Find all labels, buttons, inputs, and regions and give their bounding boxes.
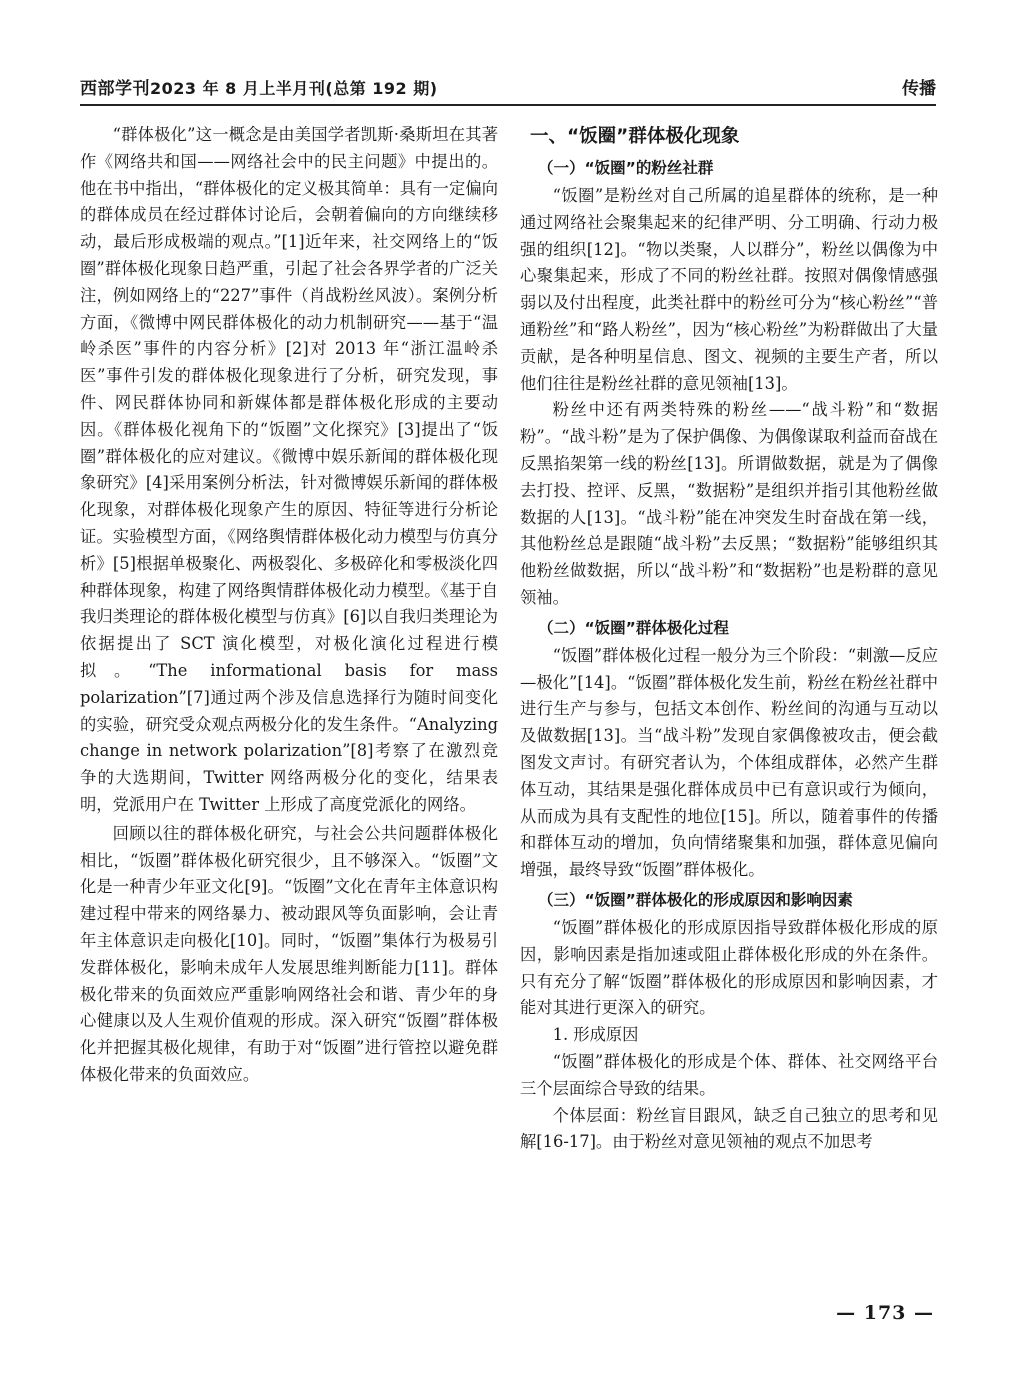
paragraph: 回顾以往的群体极化研究，与社会公共问题群体极化相比，“饭圈”群体极化研究很少，且不够深入。“饭圈”文化是一种青少年亚文化[9]。“饭圈”文化在青年主体意识构建过程中带来的网络暴力、被动跟风等负面影响，会让青年主体意识走向极化[10]。同时，“饭圈”集体行为极易引发群体极化，影响未成年人发展思维判断能力[11]。群体极化带来的负面效应严重影响网络社会和谐、青少年的身心健康以及人生观价值观的形成。深入研究“饭圈”群体极化并把握其极化规律，有助于对“饭圈”进行管控以避免群体极化带来的负面效应。 [80,823,498,1084]
paragraph: “群体极化”这一概念是由美国学者凯斯·桑斯坦在其著作《网络共和国——网络社会中的民主问题》中提出的。他在书中指出，“群体极化的定义极其简单：具有一定偏向的群体成员在经过群体讨论后，会朝着偏向的方向继续移动，最后形成极端的观点。”[1]近年来，社交网络上的“饭圈”群体极化现象日趋严重，引起了社会各界学者的广泛关注，例如网络上的“227”事件（肖战粉丝风波）。案例分析方面，《微博中网民群体极化的动力机制研究——基于“温岭杀医”事件的内容分析》[2]对 2013 年“浙江温岭杀医”事件引发的群体极化现象进行了分析，研究发现，事件、网民群体协同和新媒体都是群体极化形成的主要动因。《群体极化视角下的“饭圈”文化探究》[3]提出了“饭圈”群体极化的应对建议。《微博中娱乐新闻的群体极化现象研究》[4]采用案例分析法，针对微博娱乐新闻的群体极化现象，对群体极化现象产生的原因、特征等进行分析论证。实验模型方面，《网络舆情群体极化动力模型与仿真分析》[5]根据单极聚化、两极裂化、多极碎化和零极淡化四种群体现象，构建了网络舆情群体极化动力模型。《基于自我归类理论的群体极化模型与仿真》[6]以自我归类理论为依据提出了 SCT 演化模型，对极化演化过程进行模拟。“The informational basis for mass polarization”[7]通过两个涉及信息选择行为随时间变化的实验，研究受众观点两极分化的发生条件。“Analyzing change in network polarization”[8]考察了在激烈竞争的大选期间，Twitter 网络两极分化的变化，结果表明，党派用户在 Twitter 上形成了高度党派化的网络。 [80,125,498,814]
subsection-heading: （三）“饭圈”群体极化的形成原因和影响因素 [538,890,853,909]
journal-name: 西部学刊 [80,79,150,99]
journal-title [80,74,438,99]
subsection-heading: （一）“饭圈”的粉丝社群 [538,159,714,177]
section-name: 传播 [902,79,936,99]
left-column [80,122,498,1089]
right-column [520,122,938,1156]
page-number: — 173 — [836,1302,934,1324]
section-heading: 一、“饭圈”群体极化现象 [530,126,740,147]
paragraph: 个体层面：粉丝盲目跟风，缺乏自己独立的思考和见解[16-17]。由于粉丝对意见领袖的观点不加思考 [520,1105,938,1152]
paragraph: 粉丝中还有两类特殊的粉丝——“战斗粉”和“数据粉”。“战斗粉”是为了保护偶像、为偶像谋取利益而奋战在反黑掐架第一线的粉丝[13]。所谓做数据，就是为了偶像去打投、控评、反黑，“数据粉”是组织并指引其他粉丝做数据的人[13]。“战斗粉”能在冲突发生时奋战在第一线，其他粉丝总是跟随“战斗粉”去反黑；“数据粉”能够组织其他粉丝做数据，所以“战斗粉”和“数据粉”也是粉群的意见领袖。 [520,400,938,607]
paragraph: “饭圈”群体极化的形成原因指导致群体极化形成的原因，影响因素是指加速或阻止群体极化形成的外在条件。只有充分了解“饭圈”群体极化的形成原因和影响因素，才能对其进行更深入的研究。 [520,917,938,1018]
page-header [80,62,936,106]
issue-info: 2023 年 8 月上半月刊(总第 192 期) [150,79,438,98]
paragraph: “饭圈”是粉丝对自己所属的追星群体的统称，是一种通过网络社会聚集起来的纪律严明、分工明确、行动力极强的组织[12]。“物以类聚，人以群分”，粉丝以偶像为中心聚集起来，形成了不同的粉丝社群。按照对偶像情感强弱以及付出程度，此类社群中的粉丝可分为“核心粉丝”“普通粉丝”和“路人粉丝”，因为“核心粉丝”为粉群做出了大量贡献，是各种明星信息、图文、视频的主要生产者，所以他们往往是粉丝社群的意见领袖[13]。 [520,186,938,393]
paragraph: “饭圈”群体极化的形成是个体、群体、社交网络平台三个层面综合导致的结果。 [520,1051,938,1098]
paragraph: “饭圈”群体极化过程一般分为三个阶段：“刺激—反应—极化”[14]。“饭圈”群体极化发生前，粉丝在粉丝社群中进行生产与参与，包括文本创作、粉丝间的沟通与互动以及做数据[13]。当“战斗粉”发现自家偶像被攻击，便会截图发文声讨。有研究者认为，个体组成群体，必然产生群体互动，其结果是强化群体成员中已有意识或行为倾向，从而成为具有支配性的地位[15]。所以，随着事件的传播和群体互动的增加，负向情绪聚集和加强，群体意见偏向增强，最终导致“饭圈”群体极化。 [520,645,938,880]
subsection-heading: （二）“饭圈”群体极化过程 [538,618,729,637]
subsubsection-heading: 1. 形成原因 [552,1025,639,1045]
